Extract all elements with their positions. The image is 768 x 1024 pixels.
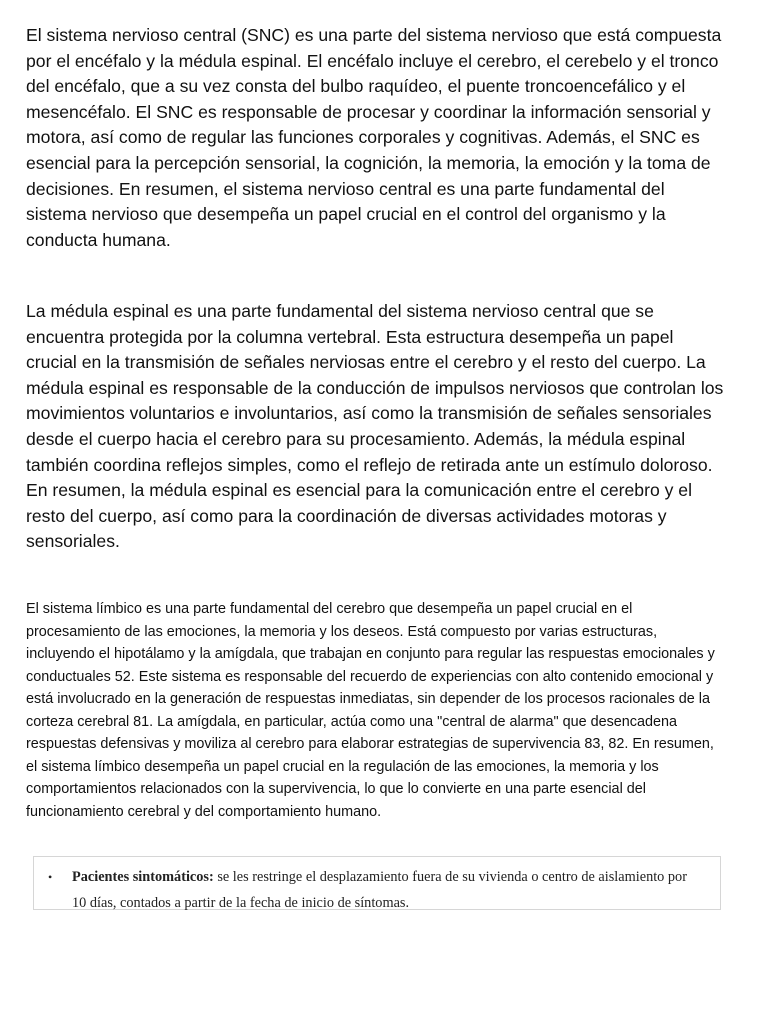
boxed-note [33,856,721,910]
note-label: Pacientes sintomáticos: [72,869,214,885]
bullet-icon: • [48,870,53,884]
paragraph-sistema-limbico: El sistema límbico es una parte fundamental del cerebro que desempeña un papel crucial en el procesamiento de las emociones, la memoria y los deseos. Está compuesto por varias estructuras, incluyendo el hipotálamo y la amígdala, que trabajan en conjunto para regular las respuestas emocionales y conductuales 52. Este sistema es responsable del recuerdo de experiencias con alto contenido emocional y está involucrado en la generación de respuestas inmediatas, sin depender de los procesos racionales de la corteza cerebral 81. La amígdala, en particular, actúa como una "central de alarma" que desencadena respuestas defensivas y moviliza al cerebro para elaborar estrategias de supervivencia 83, 82. En resumen, el sistema límbico desempeña un papel crucial en la regulación de las emociones, la memoria y los comportamientos relacionados con la supervivencia, lo que lo convierte en una parte esencial del funcionamiento cerebral y del comportamiento humano. [26,601,715,820]
note-text: se les restringe el desplazamiento fuera de su vivienda o centro de aislamiento por 10 días, contados a partir de la fecha de inicio de síntomas. [72,869,687,911]
paragraph-medula-espinal: La médula espinal es una parte fundamental del sistema nervioso central que se encuentra protegida por la columna vertebral. Esta estructura desempeña un papel crucial en la transmisión de señales nerviosas entre el cerebro y el resto del cuerpo. La médula espinal es responsable de la conducción de impulsos nerviosos que controlan los movimientos voluntarios e involuntarios, así como la transmisión de señales sensoriales desde el cuerpo hacia el cerebro para su procesamiento. Además, la médula espinal también coordina reflejos simples, como el reflejo de retirada ante un estímulo doloroso. En resumen, la médula espinal es esencial para la comunicación entre el cerebro y el resto del cuerpo, así como para la coordinación de diversas actividades motoras y sensoriales. [26,301,724,552]
paragraph-snc: El sistema nervioso central (SNC) es una parte del sistema nervioso que está compuesta por el encéfalo y la médula espinal. El encéfalo incluye el cerebro, el cerebelo y el tronco del encéfalo, que a su vez consta del bulbo raquídeo, el puente troncoencefálico y el mesencéfalo. El SNC es responsable de procesar y coordinar la información sensorial y motora, así como de regular las funciones corporales y cognitivas. Además, el SNC es esencial para la percepción sensorial, la cognición, la memoria, la emoción y la toma de decisiones. En resumen, el sistema nervioso central es una parte fundamental del sistema nervioso que desempeña un papel crucial en el control del organismo y la conducta humana. [26,25,722,250]
note-list-item [48,864,702,916]
